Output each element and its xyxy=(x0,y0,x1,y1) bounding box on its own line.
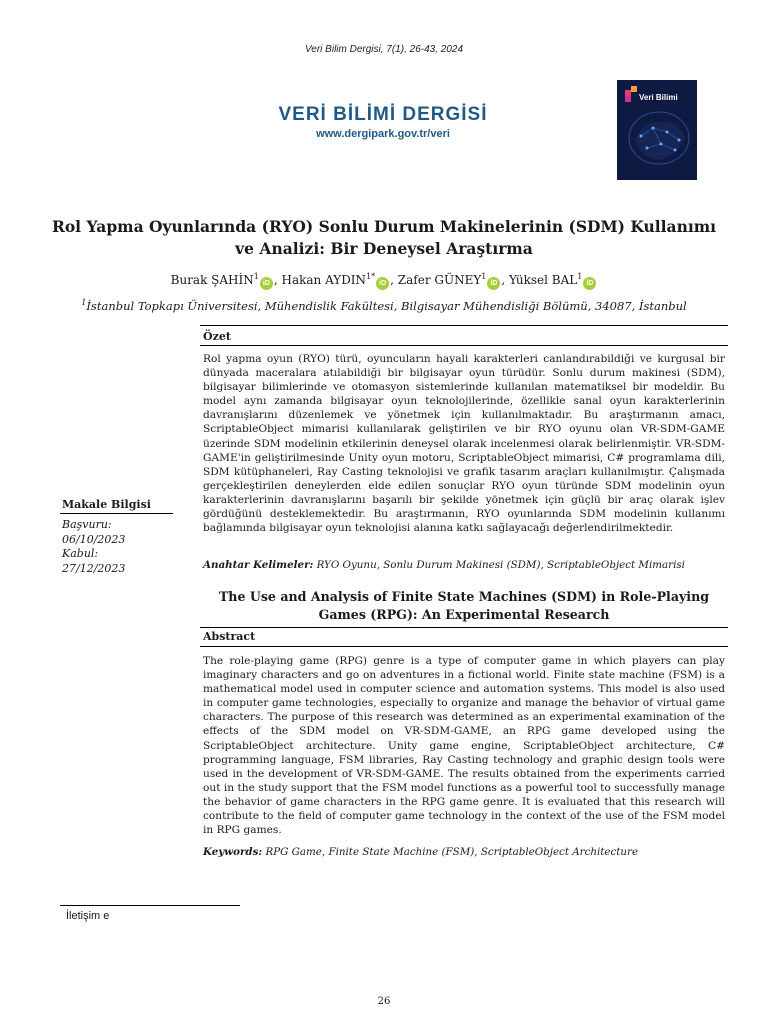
journal-name: VERİ BİLİMİ DERGİSİ xyxy=(278,104,488,125)
author-name: Zafer GÜNEY xyxy=(397,273,482,287)
journal-url[interactable]: www.dergipark.gov.tr/veri xyxy=(316,128,450,140)
orcid-icon[interactable]: iD xyxy=(583,277,596,290)
article-info-dates xyxy=(62,518,125,576)
ozet-keywords-text: RYO Oyunu, Sonlu Durum Makinesi (SDM), ScriptableObject Mimarisi xyxy=(316,559,685,571)
received-label: Başvuru: xyxy=(62,518,112,531)
journal-citation: Veri Bilim Dergisi, 7(1), 26-43, 2024 xyxy=(304,44,464,55)
author-affiliation-marker: 1 xyxy=(577,272,583,281)
orcid-icon[interactable]: iD xyxy=(376,277,389,290)
author-name: Hakan AYDIN xyxy=(281,273,367,287)
ozet-heading: Özet xyxy=(203,330,231,343)
abstract-heading: Abstract xyxy=(203,630,256,643)
journal-masthead xyxy=(200,104,566,140)
journal-cover-image xyxy=(617,80,697,180)
author-affiliation-marker: 1* xyxy=(366,272,376,281)
received-date: 06/10/2023 xyxy=(62,532,126,546)
abstract-keywords-label: Keywords: xyxy=(203,846,263,858)
affiliation xyxy=(40,298,728,313)
ozet-top-rule xyxy=(200,325,728,326)
abstract-keywords xyxy=(203,846,728,858)
ozet-keywords-label: Anahtar Kelimeler: xyxy=(203,559,314,571)
ozet-heading-rule xyxy=(200,345,728,346)
accepted-date: 27/12/2023 xyxy=(62,561,126,575)
author-separator: , xyxy=(390,273,398,287)
abstract-top-rule xyxy=(200,627,728,628)
ozet-text: Rol yapma oyun (RYO) türü, oyuncuların hayali karakterleri canlandırabildiği ve kurgusal bir dünyada maceralara atılabildiği bir bilgisayar oyun türüdür. Sonlu durum makinesi (SDM), bilgisayar bilimlerinde ve otomasyon sistemlerinde kullanılan matematiksel bir modeldir. Bu model aynı zamanda bilgisayar oyun teknolojilerinde, özellikle sanal oyun karakterlerinin davranışlarını düzenlemek ve yönetmek için kullanılmaktadır. Bu araştırmanın amacı, ScriptableObject mimarisi kullanılarak geliştirilen ve bir RYO oyunu olan VR-SDM-GAME üzerinde SDM modelinin etkilerinin deneysel olarak incelenmesi olarak belirlenmiştir. VR-SDM-GAME'in geliştirilmesinde Unity oyun motoru, ScriptableObject mimarisi, C# programlama dili, SDM kütüphaneleri, Ray Casting teknolojisi ve grafik tasarım araçları kullanılmıştır. Çalışmada gerçekleştirilen deneylerden elde edilen sonuçlar RYO oyun türünde SDM modelinin oyun karakterlerinin davranışlarını başarılı bir şekilde yönetmek için güçlü bir araç olarak işlev gördüğünü desteklemektedir. Bu araştırmanın, RYO oyunlarında SDM modelinin kullanımı bağlamında bilgisayar oyun teknolojisi alanına katkı sağlayacağı değerlendirilmektedir. xyxy=(203,353,725,535)
author-affiliation-marker: 1 xyxy=(253,272,259,281)
article-info-rule xyxy=(60,513,173,514)
abstract-text: The role-playing game (RPG) genre is a type of computer game in which players can play imaginary characters and go on adventures in a fictional world. Finite state machine (FSM) is a mathematical model used in computer science and automation systems. This model is also used in computer game technologies, especially to organize and manage the behavior of virtual game characters. The purpose of this research was determined as an experimental examination of the effects of the SDM model on VR-SDM-GAME, an RPG game developed using the ScriptableObject architecture. Unity game engine, ScriptableObject architecture, C# programming language, FSM libraries, Ray Casting technology and graphic design tools were used in the development of VR-SDM-GAME. The results obtained from the experiments carried out in the study support that the FSM model functions as a powerful tool to successfully manage the behavior of game characters in the RPG game genre. It is evaluated that this research will contribute to the field of computer game technology in the context of the use of the FSM model in RPG games. xyxy=(203,655,725,837)
orcid-icon[interactable]: iD xyxy=(260,277,273,290)
ozet-keywords xyxy=(203,559,728,571)
author-separator: , xyxy=(273,273,282,287)
abstract-heading-rule xyxy=(200,646,728,647)
accepted-label: Kabul: xyxy=(62,547,99,560)
author-name: Burak ŞAHİN xyxy=(170,273,254,287)
paper-title: Rol Yapma Oyunlarında (RYO) Sonlu Durum Makinelerinin (SDM) Kullanımı ve Analizi: Bir Deneysel Araştırma xyxy=(51,217,717,258)
author-list xyxy=(40,272,728,290)
author-name: Yüksel BAL xyxy=(509,273,578,287)
footnote-rule xyxy=(60,905,240,906)
cover-brand-text: Veri Bilimi xyxy=(639,93,678,102)
affiliation-marker: 1 xyxy=(81,298,87,307)
author-affiliation-marker: 1 xyxy=(481,272,487,281)
page-number: 26 xyxy=(377,996,391,1007)
author-separator: , xyxy=(501,273,509,287)
orcid-icon[interactable]: iD xyxy=(487,277,500,290)
affiliation-text: İstanbul Topkapı Üniversitesi, Mühendislik Fakültesi, Bilgisayar Mühendisliği Bölümü, 34087, İstanbul xyxy=(86,298,687,313)
footnote-text: İletişim e xyxy=(66,910,110,922)
abstract-keywords-text: RPG Game, Finite State Machine (FSM), ScriptableObject Architecture xyxy=(265,846,639,858)
article-info-label: Makale Bilgisi xyxy=(62,498,151,511)
english-title: The Use and Analysis of Finite State Machines (SDM) in Role-Playing Games (RPG): An Experimental Research xyxy=(218,589,710,622)
